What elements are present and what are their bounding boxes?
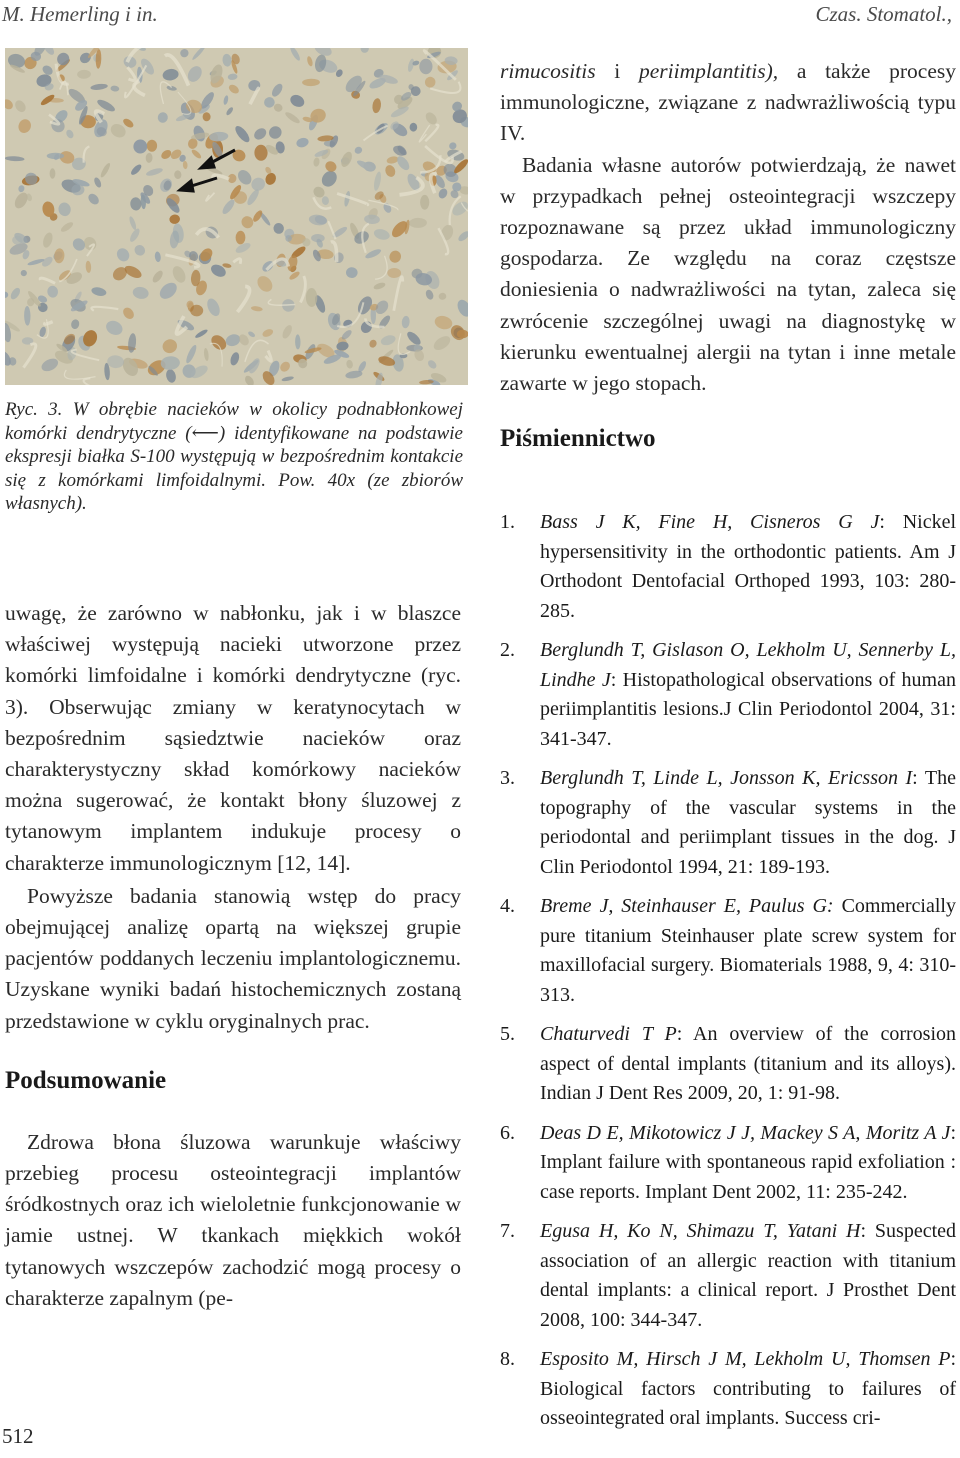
cell-nucleus — [147, 140, 157, 152]
reference-item — [500, 1020, 956, 1109]
reference-details: : Implant failure with spontaneous rapid exfoliation : case reports. Implant Dent 2002, 11: 235-242. — [540, 1121, 956, 1203]
italic-term: periimplantitis), — [638, 59, 779, 83]
reference-authors: Berglundh T, Gislason O, Lekholm U, Sennerby L, Lindhe J — [540, 639, 956, 691]
reference-authors: Esposito M, Hirsch J M, Lekholm U, Thomsen P — [540, 1348, 951, 1370]
reference-number: 1. — [500, 511, 515, 533]
reference-list — [500, 508, 956, 1444]
reference-text — [540, 1345, 956, 1434]
reference-text — [540, 764, 956, 882]
reference-details: : Histopathological observations of human periimplantitis lesions.J Clin Periodontol 2004, 31: 341-347. — [540, 668, 956, 750]
reference-number: 3. — [500, 767, 515, 789]
reference-details: : Biological factors contributing to failures of osseointegrated oral implants. Success cri- — [540, 1348, 956, 1429]
reference-number: 2. — [500, 639, 515, 661]
reference-item — [500, 1345, 956, 1434]
reference-authors: Berglundh T, Linde L, Jonsson K, Ericsson I — [540, 767, 913, 789]
section-title-references: Piśmiennictwo — [500, 425, 656, 453]
reference-item — [500, 508, 956, 626]
reference-number: 8. — [500, 1348, 515, 1370]
right-column-body — [500, 56, 956, 453]
reference-text — [540, 636, 956, 754]
figure-caption: Ryc. 3. W obrębie nacieków w okolicy podnabłonkowej komórki dendrytyczne (⟵) identyfikowane na podstawie ekspresji białka S-100 występują w bezpośrednim kontakcie się z komórkami limfoidalnymi. Pow. 40x (ze zbiorów własnych). — [5, 399, 463, 515]
reference-number: 6. — [500, 1121, 515, 1144]
reference-number: 4. — [500, 895, 515, 917]
section-title-podsumowanie: Podsumowanie — [5, 1066, 167, 1094]
reference-authors: Bass J K, Fine H, Cisneros G J — [540, 511, 880, 533]
reference-details: Commercially pure titanium Steinhauser plate screw system for maxillofacial surgery. Biomaterials 1988, 9, 4: 310-313. — [540, 895, 956, 1006]
body-paragraph: uwagę, że zarówno w nabłonku, jak i w blaszce właściwej występują nacieki utworzone przez komórki limfoidalne i komórki dendrytyczne (ryc. 3). Obserwując zmiany w keratynocytach w bezpośrednim sąsiedztwie nacieków oraz charakterystyczny skład komórkowy nacieków można sugerować, że kontakt błony śluzowej z tytanowym implantem indukuje procesy o charakterze immunologicznym [12, 14]. — [5, 601, 461, 875]
body-paragraph — [500, 56, 956, 150]
reference-authors: Deas D E, Mikotowicz J J, Mackey S A, Moritz A J — [540, 1121, 951, 1144]
cell-nucleus — [50, 168, 56, 178]
reference-details: : An overview of the corrosion aspect of dental implants (titanium and its alloys). Indian J Dent Res 2009, 20, 1: 91-98. — [540, 1023, 957, 1104]
reference-text — [540, 1020, 956, 1109]
page-number: 512 — [2, 1424, 34, 1448]
running-header-journal: Czas. Stomatol., — [815, 2, 952, 26]
reference-item — [500, 1119, 956, 1208]
reference-authors: Chaturvedi T P — [540, 1023, 677, 1045]
reference-item — [500, 636, 956, 754]
reference-authors: Egusa H, Ko N, Shimazu T, Yatani H — [540, 1220, 861, 1242]
reference-text — [540, 892, 956, 1010]
reference-details: : The topography of the vascular systems in the periodontal and periimplant tissues in the dog. J Clin Periodontol 1994, 21: 189-193. — [540, 767, 956, 878]
body-paragraph: Powyższe badania stanowią wstęp do pracy obejmującej analizę opartą na większej grupie pacjentów poddanych leczeniu implantologicznemu. Uzyskane wyniki badań histochemicznych zostaną przedstawione w cyklu oryginalnych prac. — [5, 883, 461, 1033]
reference-text — [540, 1217, 956, 1335]
running-header-authors: M. Hemerling i in. — [2, 2, 158, 26]
body-paragraph: Badania własne autorów potwierdzają, że nawet w przypadkach pełnej osteointegracji wszczepy rozpoznawane są przez układ immunologiczny gospodarza. Ze względu na coraz częstsze doniesienia o nadwrażliwości na tytan, zaleca się zwrócenie szczególnej uwagi na diagnostykę w kierunku ewentualnej alergii na tytan i inne metale zawarte w jego stopach. — [500, 152, 956, 396]
reference-number: 7. — [500, 1220, 515, 1242]
body-paragraph: Zdrowa błona śluzowa warunkuje właściwy przebieg procesu osteointegracji implantów śródkostnych oraz ich wieloletnie funkcjonowanie w jamie ustnej. W tkankach miękkich wokół tytanowych wszczepów zachodzić mogą procesy o charakterze zapalnym (pe- — [5, 1129, 461, 1310]
reference-number: 5. — [500, 1023, 515, 1045]
reference-text — [540, 1119, 956, 1208]
cell-nucleus — [420, 195, 429, 210]
text-run: i — [595, 59, 639, 83]
cell-nucleus — [410, 123, 418, 132]
histology-figure — [5, 48, 468, 385]
reference-item — [500, 1217, 956, 1335]
italic-term: rimucositis — [500, 59, 596, 83]
reference-details: : Suspected association of an allergic reaction with titanium dental implants: a clinical report. J Prosthet Dent 2008, 100: 344-347. — [540, 1220, 957, 1331]
reference-authors: Breme J, Steinhauser E, Paulus G: — [540, 895, 834, 917]
left-column-body — [5, 598, 461, 1314]
micrograph-image — [5, 48, 468, 385]
text-run: a także procesy immunologiczne, związane z nadwrażliwością typu IV. — [500, 59, 956, 146]
reference-item — [500, 892, 956, 1010]
reference-details: : Nickel hypersensitivity in the orthodontic patients. Am J Orthodont Dentofacial Orthoped 1993, 103: 280-285. — [540, 511, 957, 622]
reference-item — [500, 764, 956, 882]
reference-text — [540, 508, 956, 626]
